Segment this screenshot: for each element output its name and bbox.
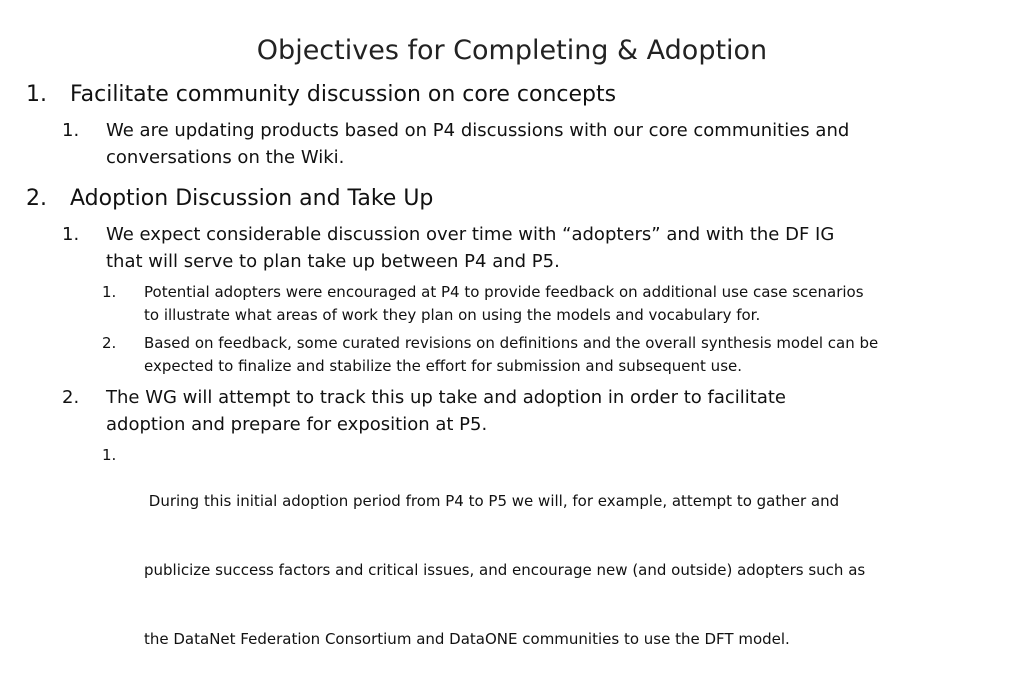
- section-2-subitem-1-detail-1-line-2: to illustrate what areas of work they plan on using the models and vocabulary for.: [144, 306, 761, 324]
- section-2-subitem-2-line-1: The WG will attempt to track this up take and adoption in order to facilitate: [106, 387, 786, 408]
- section-1-subitem-1: [62, 117, 1002, 173]
- section-2-heading: [26, 186, 726, 214]
- section-1-subitem-1-text: [106, 117, 849, 171]
- section-2-subitem-2-detail-1: [102, 444, 1002, 648]
- section-1-number: 1.: [26, 82, 47, 107]
- section-2-subitem-1-text: [106, 221, 834, 275]
- section-2-subitem-1-detail-1-number: 1.: [102, 283, 117, 301]
- section-2-number: 2.: [26, 186, 47, 211]
- section-2-subitem-2-detail-1-text: [144, 444, 865, 697]
- section-2-subitem-2-detail-1-line-1: During this initial adoption period from P4 to P5 we will, for example, attempt to gather and: [144, 492, 840, 510]
- section-2-subitem-1-number: 1.: [62, 224, 80, 245]
- section-2-subitem-1-detail-2-text: [144, 332, 878, 378]
- section-2-subitem-2-line-2: adoption and prepare for exposition at P5.: [106, 414, 488, 435]
- section-2-subitem-1-detail-2: [102, 332, 1002, 378]
- section-2-subitem-1-line-2: that will serve to plan take up between P4 and P5.: [106, 251, 560, 272]
- section-2-subitem-1-line-1: We expect considerable discussion over time with “adopters” and with the DF IG: [106, 224, 835, 245]
- section-2-subitem-1-detail-1-text: [144, 281, 864, 327]
- section-2-subitem-1-detail-1: [102, 281, 1002, 327]
- section-2-subitem-1: [62, 221, 1002, 277]
- section-1-subitem-1-line-2: conversations on the Wiki.: [106, 147, 345, 168]
- section-2-subitem-1-detail-2-number: 2.: [102, 334, 117, 352]
- section-2-subitem-1-detail-1-line-1: Potential adopters were encouraged at P4 to provide feedback on additional use case scenarios: [144, 283, 864, 301]
- section-2-subitem-2-text: [106, 384, 786, 438]
- section-2-subitem-1-detail-2-line-2: expected to finalize and stabilize the effort for submission and subsequent use.: [144, 357, 743, 375]
- section-2-subitem-2-detail-1-line-2: publicize success factors and critical issues, and encourage new (and outside) adopters such as: [144, 561, 866, 579]
- section-1-text: Facilitate community discussion on core concepts: [70, 82, 617, 107]
- section-2-subitem-2: [62, 384, 1002, 440]
- section-2-subitem-2-number: 2.: [62, 387, 80, 408]
- section-1-heading: [26, 82, 726, 110]
- section-1-subitem-1-number: 1.: [62, 120, 80, 141]
- section-2-text: Adoption Discussion and Take Up: [70, 186, 434, 211]
- section-2-subitem-1-detail-2-line-1: Based on feedback, some curated revisions on definitions and the overall synthesis model can be: [144, 334, 879, 352]
- section-2-subitem-2-detail-1-number: 1.: [102, 446, 117, 464]
- section-2-subitem-2-detail-1-line-3: the DataNet Federation Consortium and DataONE communities to use the DFT model.: [144, 630, 790, 648]
- slide-title: Objectives for Completing & Adoption: [256, 35, 768, 66]
- section-1-subitem-1-line-1: We are updating products based on P4 discussions with our core communities and: [106, 120, 850, 141]
